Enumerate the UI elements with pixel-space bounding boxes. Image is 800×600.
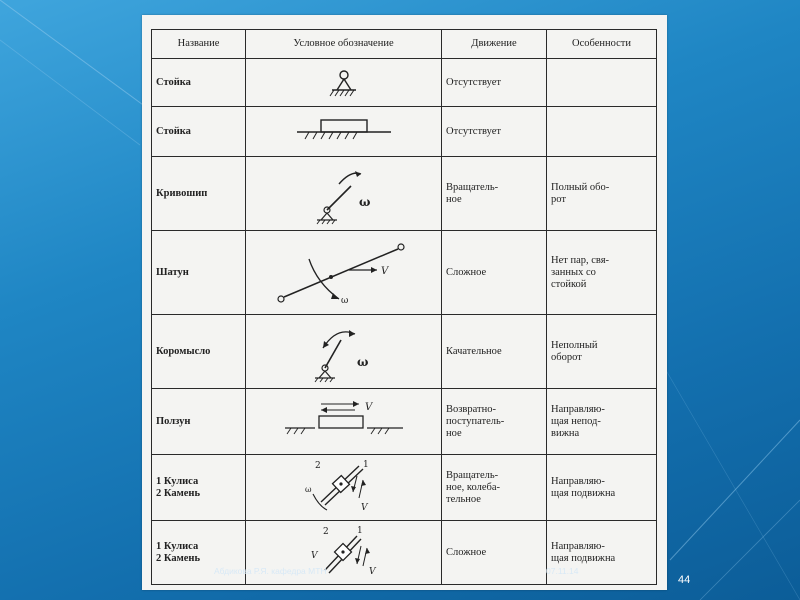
rocker-slide-icon — [246, 455, 442, 521]
row-features — [547, 59, 657, 107]
header-movement: Движение — [442, 30, 547, 59]
row-name: 1 Кулиса 2 Камень — [152, 455, 246, 521]
table-row — [152, 389, 657, 455]
mechanism-links-table — [151, 29, 657, 585]
table-row — [152, 315, 657, 389]
footer-date: 07.11.14 — [546, 566, 579, 576]
slider-icon — [246, 389, 442, 455]
velocity-label: V — [380, 265, 388, 277]
velocity-label: V — [360, 502, 367, 513]
header-name: Название — [152, 30, 246, 59]
slide-panel — [142, 15, 667, 590]
table-row — [152, 157, 657, 231]
row-movement: Отсутствует — [442, 59, 547, 107]
header-symbol: Условное обозначение — [246, 30, 442, 59]
footer-author: Абдикова Р.Я. кафедра МТН — [214, 566, 327, 576]
row-features: Направляю- щая подвижна — [547, 455, 657, 521]
row-features: Направляю- щая непод- вижна — [547, 389, 657, 455]
table-row — [152, 455, 657, 521]
row-features: Полный обо- рот — [547, 157, 657, 231]
header-features: Особенности — [547, 30, 657, 59]
row-movement: Качательное — [442, 315, 547, 389]
table-row — [152, 231, 657, 315]
label-one: 1 — [362, 459, 369, 470]
table-header-row — [152, 30, 657, 59]
omega-label: ω — [356, 354, 368, 369]
row-features: Неполный оборот — [547, 315, 657, 389]
rocker-icon — [246, 315, 442, 389]
row-name: Шатун — [152, 231, 246, 315]
velocity-label: V — [364, 401, 372, 413]
label-one: 1 — [356, 525, 363, 536]
ground-guide-icon — [246, 107, 442, 157]
row-name: Коромысло — [152, 315, 246, 389]
omega-label: ω — [340, 295, 348, 306]
row-movement: Вращатель- ное — [442, 157, 547, 231]
label-two: 2 — [314, 460, 321, 471]
omega-label: ω — [304, 484, 312, 494]
row-features: Нет пар, свя- занных со стойкой — [547, 231, 657, 315]
ground-pivot-icon — [246, 59, 442, 107]
row-name: Кривошип — [152, 157, 246, 231]
row-movement: Отсутствует — [442, 107, 547, 157]
row-name: Стойка — [152, 107, 246, 157]
crank-icon — [246, 157, 442, 231]
velocity-label: V — [310, 550, 317, 561]
row-features: Направляю- щая подвижна — [547, 521, 657, 585]
table-row — [152, 59, 657, 107]
row-name: Стойка — [152, 59, 246, 107]
page-number: 44 — [678, 574, 691, 586]
row-name: 1 Кулиса 2 Камень — [152, 521, 246, 585]
row-movement: Сложное — [442, 231, 547, 315]
velocity-label: V — [368, 566, 375, 577]
row-name: Ползун — [152, 389, 246, 455]
label-two: 2 — [322, 526, 329, 537]
connecting-rod-icon — [246, 231, 442, 315]
row-movement: Сложное — [442, 521, 547, 585]
row-features — [547, 107, 657, 157]
table-row — [152, 107, 657, 157]
row-movement: Вращатель- ное, колеба- тельное — [442, 455, 547, 521]
row-movement: Возвратно- поступатель- ное — [442, 389, 547, 455]
omega-label: ω — [358, 194, 370, 209]
